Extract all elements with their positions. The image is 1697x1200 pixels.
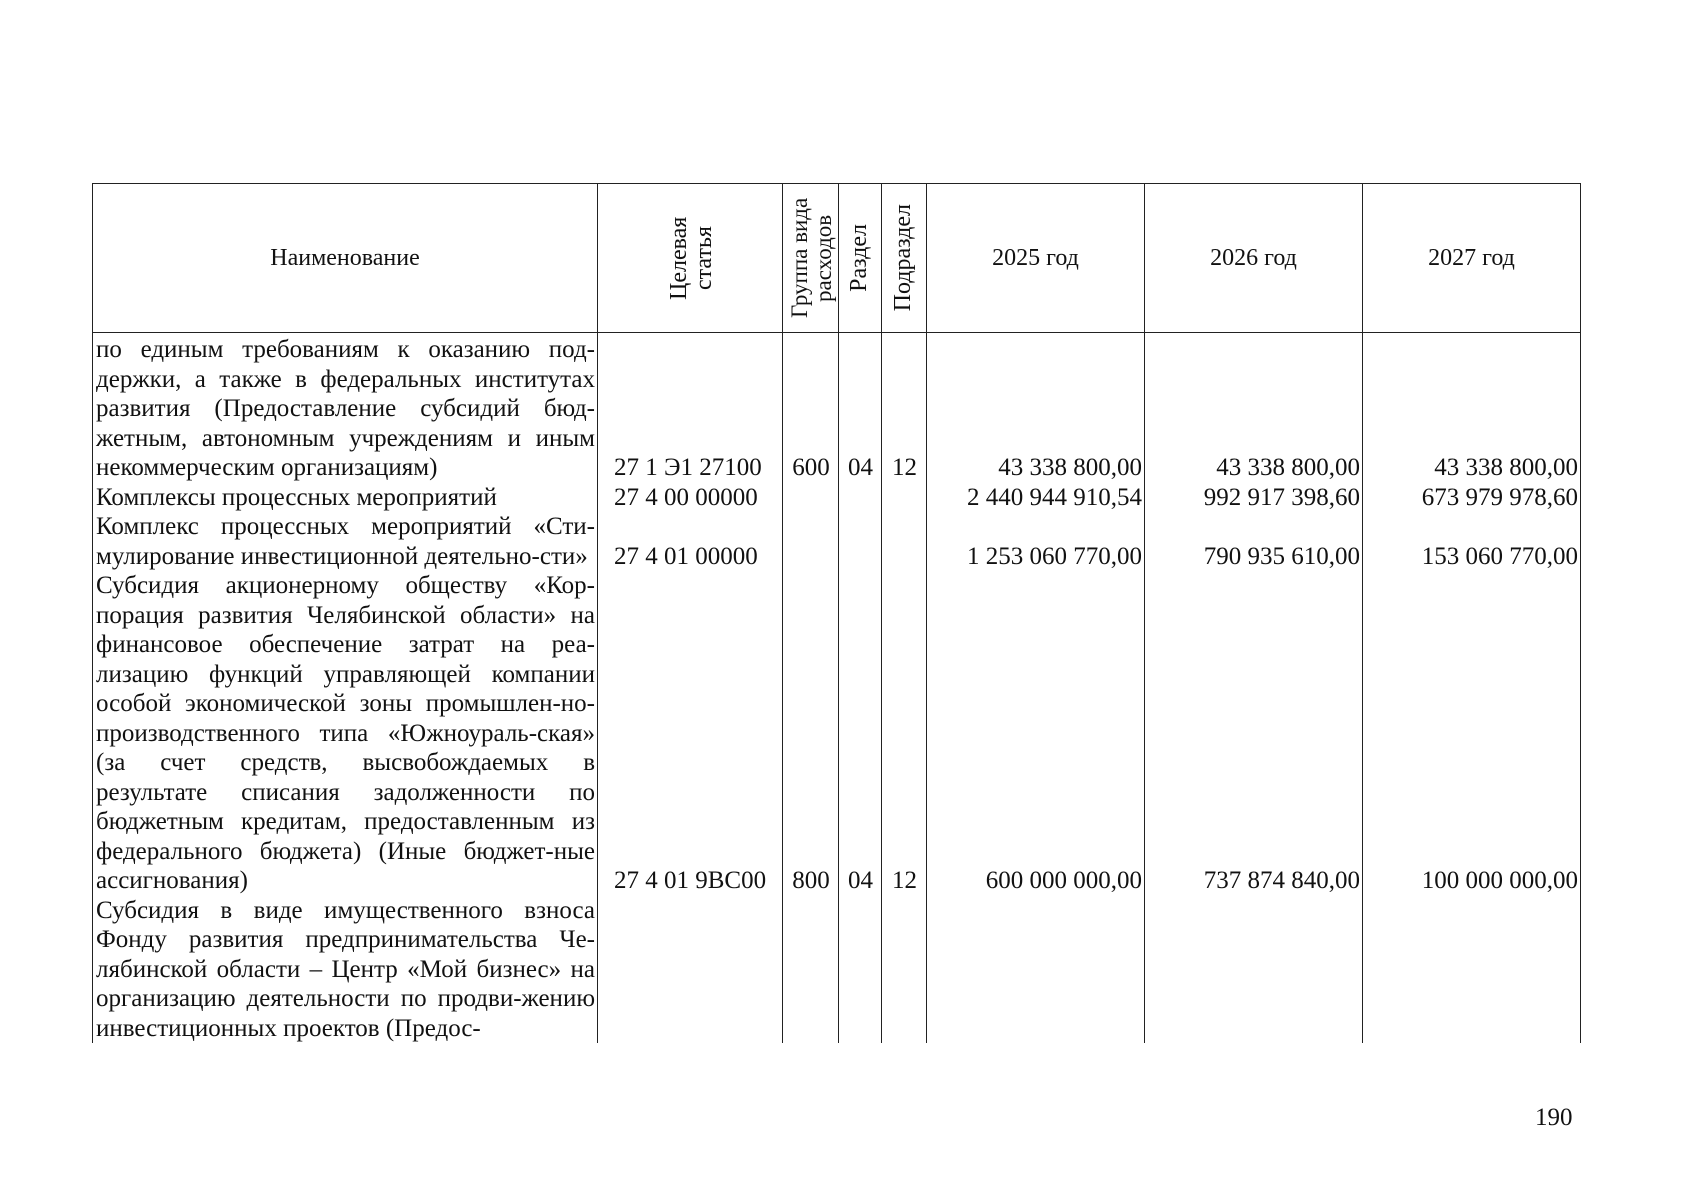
row-group [783, 896, 839, 1044]
row-2025: 1 253 060 770,00 [927, 512, 1145, 571]
row-code [598, 896, 783, 1044]
row-2025: 43 338 800,00 [927, 333, 1145, 483]
row-2027: 673 979 978,60 [1363, 483, 1581, 513]
row-section: 04 [839, 571, 882, 896]
header-target [598, 184, 783, 333]
row-subsection [882, 483, 927, 513]
row-group: 600 [783, 333, 839, 483]
row-2025: 600 000 000,00 [927, 571, 1145, 896]
header-section [839, 184, 882, 333]
row-section [839, 512, 882, 571]
row-subsection: 12 [882, 571, 927, 896]
row-subsection [882, 896, 927, 1044]
row-section: 04 [839, 333, 882, 483]
header-subsection-label: Подраздел [890, 204, 917, 312]
table-row [93, 512, 1581, 571]
row-2027: 153 060 770,00 [1363, 512, 1581, 571]
row-group: 800 [783, 571, 839, 896]
row-2026: 992 917 398,60 [1145, 483, 1363, 513]
row-code: 27 1 Э1 27100 [598, 333, 783, 483]
page-number: 190 [1535, 1104, 1573, 1131]
header-group-label: Группа вида расходов [786, 197, 836, 319]
budget-table [92, 183, 1581, 1043]
row-section [839, 896, 882, 1044]
table-row [93, 571, 1581, 896]
row-name: Комплексы процессных мероприятий [93, 483, 598, 513]
row-2026 [1145, 896, 1363, 1044]
row-group [783, 483, 839, 513]
header-2026: 2026 год [1145, 184, 1363, 333]
table-row [93, 333, 1581, 483]
header-target-label: Целевая статья [666, 216, 718, 300]
row-code: 27 4 00 00000 [598, 483, 783, 513]
row-section [839, 483, 882, 513]
row-code: 27 4 01 9ВС00 [598, 571, 783, 896]
row-2025 [927, 896, 1145, 1044]
row-2026: 790 935 610,00 [1145, 512, 1363, 571]
row-name: Субсидия акционерному обществу «Кор-порация развития Челябинской области» на финансовое обеспечение затрат на реа-лизацию функций управляющей компании особой экономической зоны промышлен-но-производственного типа «Южноураль-ская» (за счет средств, высвобождаемых в результате списания задолженности по бюджетным кредитам, предоставленным из федерального бюджета) (Иные бюджет-ные ассигнования) [93, 571, 598, 896]
row-2025: 2 440 944 910,54 [927, 483, 1145, 513]
row-2026: 43 338 800,00 [1145, 333, 1363, 483]
row-group [783, 512, 839, 571]
header-section-label: Раздел [846, 224, 873, 292]
row-2027 [1363, 896, 1581, 1044]
table-row [93, 483, 1581, 513]
row-name: Комплекс процессных мероприятий «Сти-мулирование инвестиционной деятельно-сти» [93, 512, 598, 571]
row-subsection [882, 512, 927, 571]
row-code: 27 4 01 00000 [598, 512, 783, 571]
row-2026: 737 874 840,00 [1145, 571, 1363, 896]
header-2025: 2025 год [927, 184, 1145, 333]
row-2027: 43 338 800,00 [1363, 333, 1581, 483]
header-group [783, 184, 839, 333]
row-name: по единым требованиям к оказанию под-держки, а также в федеральных институтах развития (Предоставление субсидий бюд-жетным, автономным учреждениям и иным некоммерческим организациям) [93, 333, 598, 483]
header-subsection [882, 184, 927, 333]
row-subsection: 12 [882, 333, 927, 483]
header-row [93, 184, 1581, 333]
header-2027: 2027 год [1363, 184, 1581, 333]
table-row [93, 896, 1581, 1044]
row-2027: 100 000 000,00 [1363, 571, 1581, 896]
row-name: Субсидия в виде имущественного взноса Фонду развития предпринимательства Че-лябинской области – Центр «Мой бизнес» на организацию деятельности по продви-жению инвестиционных проектов (Предос- [93, 896, 598, 1044]
header-name: Наименование [93, 184, 598, 333]
